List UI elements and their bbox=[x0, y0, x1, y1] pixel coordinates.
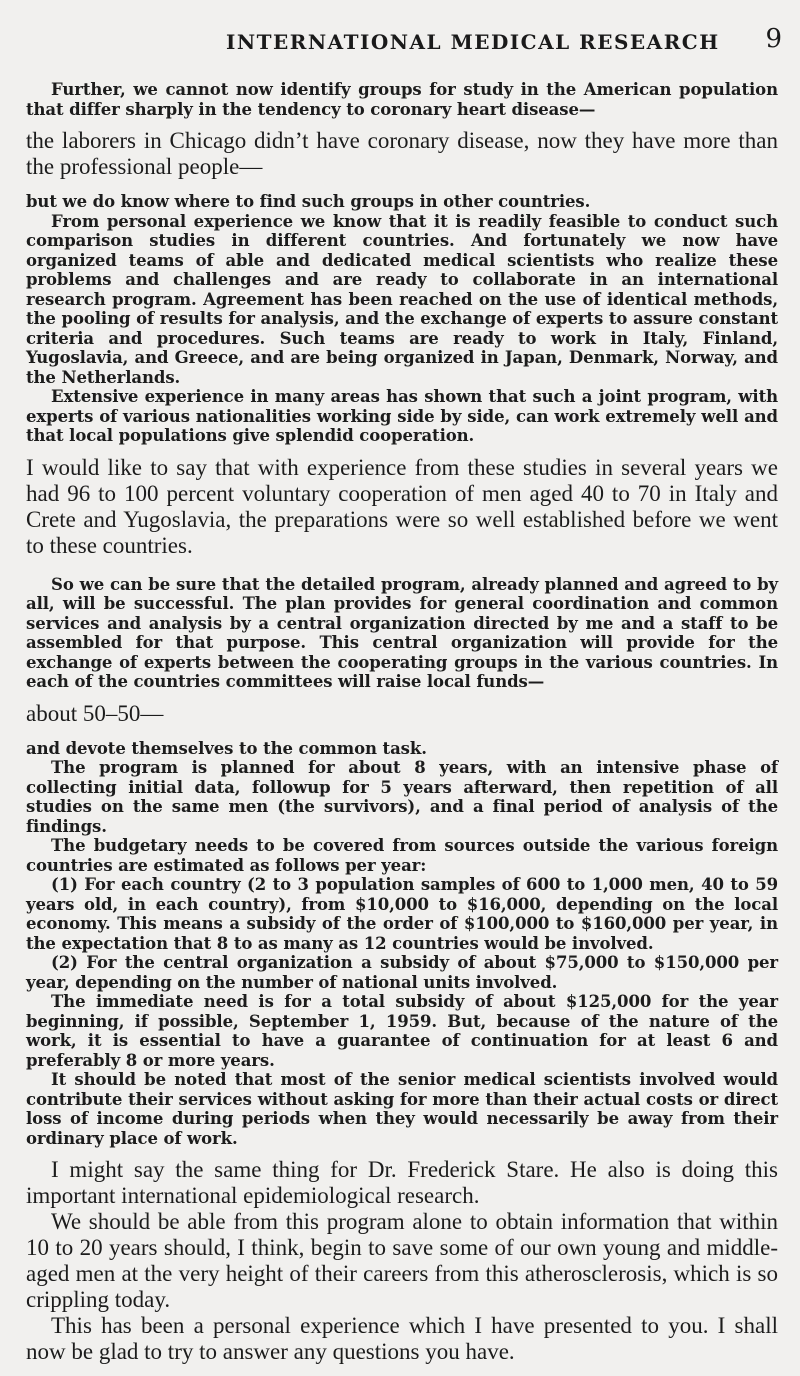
paragraph-save-young-men: We should be able from this program alone to obtain information that within 10 to 20 years should, I think, begin to save some of our own young and middle-aged men at the very height of their careers from this atherosclerosis, which is so crippling today. bbox=[26, 1209, 778, 1312]
page-number: 9 bbox=[765, 24, 782, 54]
paragraph-budgetary-needs: The budgetary needs to be covered from sources outside the various foreign countries are estimated as follows per year: bbox=[26, 836, 778, 875]
paragraph-program-planned: The program is planned for about 8 years, with an intensive phase of collecting initial data, followup for 5 years afterward, then repetition of all studies on the same men (the survivors), and a final period of analysis of the findings. bbox=[26, 758, 778, 836]
paragraph-further: Further, we cannot now identify groups for study in the American population that differ sharply in the tendency to coronary heart disease— bbox=[26, 80, 778, 119]
paragraph-extensive-experience: Extensive experience in many areas has shown that such a joint program, with experts of various nationalities working side by side, can work extremely well and that local populations give splendid cooperation. bbox=[26, 387, 778, 445]
page-header bbox=[26, 4, 782, 54]
paragraph-budget-item-1: (1) For each country (2 to 3 population samples of 600 to 1,000 men, 40 to 59 years old, in each country), from $10,000 to $16,000, depending on the local economy. This means a subsidy of the order of $100,000 to $160,000 per year, in the expectation that 8 to as many as 12 countries would be involved. bbox=[26, 875, 778, 953]
running-head: INTERNATIONAL MEDICAL RESEARCH bbox=[226, 30, 720, 54]
paragraph-closing: This has been a personal experience which I have presented to you. I shall now be glad to try to answer any questions you have. bbox=[26, 1313, 778, 1364]
paragraph-but-we-do-know: but we do know where to find such groups in other countries. bbox=[26, 192, 591, 211]
paragraph-budget-item-2: (2) For the central organization a subsidy of about $75,000 to $150,000 per year, depending on the number of national units involved. bbox=[26, 953, 778, 992]
paragraph-voluntary-cooperation: I would like to say that with experience from these studies in several years we had 96 to 100 percent voluntary cooperation of men aged 40 to 70 in Italy and Crete and Yugoslavia, the preparations were so well established before we went to these countries. bbox=[26, 454, 778, 558]
paragraph-detailed-program: So we can be sure that the detailed program, already planned and agreed to by all, will be successful. The plan provides for general coordination and common services and analysis by a central organization directed by me and a staff to be assembled for that purpose. This central organization will provide for the exchange of experts between the cooperating groups in the various countries. In each of the countries committees will raise local funds— bbox=[26, 574, 778, 691]
paragraph-senior-scientists: It should be noted that most of the senior medical scientists involved would contribute their services without asking for more than their actual costs or direct loss of income during periods when they would necessarily be away from their ordinary place of work. bbox=[26, 1070, 778, 1148]
paragraph-immediate-need: The immediate need is for a total subsidy of about $125,000 for the year beginning, if possible, September 1, 1959. But, because of the nature of the work, it is essential to have a guarantee of continuation for at least 6 and preferably 8 or more years. bbox=[26, 992, 778, 1070]
paragraph-personal-experience: From personal experience we know that it is readily feasible to conduct such comparison studies in different countries. And fortunately we now have organized teams of able and dedicated medical scientists who realize these problems and challenges and are ready to collaborate in an international research program. Agreement has been reached on the use of identical methods, the pooling of results for analysis, and the exchange of experts to assure constant criteria and procedures. Such teams are ready to work in Italy, Finland, Yugoslavia, and Greece, and are being organized in Japan, Denmark, Norway, and the Netherlands. bbox=[26, 211, 778, 387]
paragraph-laborers-remark: the laborers in Chicago didn’t have coronary disease, now they have more than the professional people— bbox=[26, 128, 778, 179]
document-page bbox=[26, 0, 782, 1376]
body-text bbox=[26, 80, 778, 1365]
paragraph-dr-stare: I might say the same thing for Dr. Frederick Stare. He also is doing this important international epidemiological research. bbox=[26, 1157, 778, 1208]
paragraph-about-50-50: about 50–50— bbox=[26, 700, 164, 726]
paragraph-common-task: and devote themselves to the common task. bbox=[26, 738, 427, 758]
